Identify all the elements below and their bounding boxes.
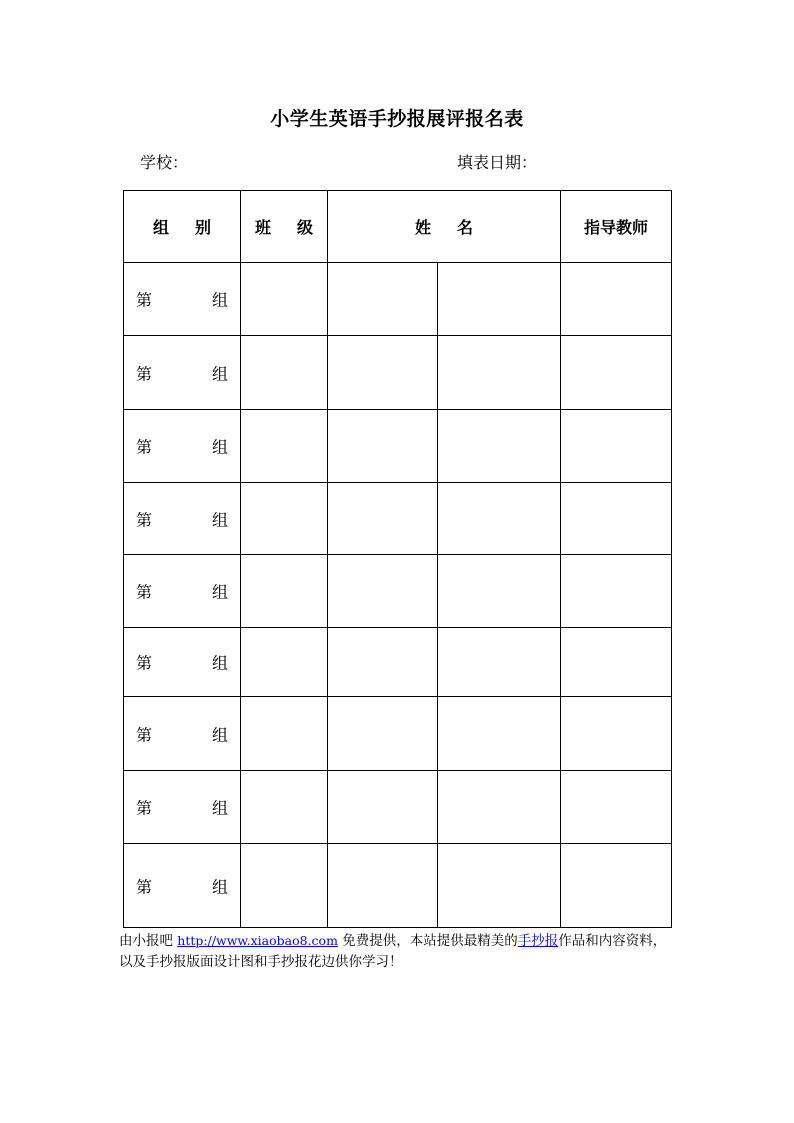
member-cell-2[interactable]: [438, 483, 561, 555]
site-url-link[interactable]: http://www.xiaobao8.com: [177, 933, 338, 948]
group-suffix: 组: [211, 364, 228, 383]
header-class: 班 级: [241, 191, 328, 263]
group-prefix: 第: [136, 798, 153, 818]
member-cell-2[interactable]: [438, 555, 561, 628]
group-suffix: 组: [211, 582, 228, 602]
group-prefix: 第: [136, 725, 153, 744]
class-cell[interactable]: [241, 336, 328, 410]
page-title: 小学生英语手抄报展评报名表: [270, 108, 524, 130]
header-teacher: 指导教师: [561, 191, 672, 263]
group-prefix: 第: [136, 437, 153, 457]
group-suffix: 组: [211, 653, 228, 673]
header-row: [124, 191, 672, 263]
teacher-cell[interactable]: [561, 771, 672, 844]
group-cell: [124, 483, 241, 555]
group-cell: [124, 263, 241, 336]
member-cell-1[interactable]: [328, 771, 438, 844]
class-cell[interactable]: [241, 483, 328, 555]
group-suffix: 组: [211, 510, 228, 529]
member-cell-1[interactable]: [328, 263, 438, 336]
group-cell: [124, 697, 241, 771]
table-row: [124, 771, 672, 844]
member-cell-1[interactable]: [328, 555, 438, 628]
member-cell-1[interactable]: [328, 844, 438, 928]
member-cell-1[interactable]: [328, 410, 438, 483]
header-group: 组 别: [124, 191, 241, 263]
date-label: 填表日期：: [457, 153, 538, 172]
group-prefix: 第: [136, 364, 153, 383]
teacher-cell[interactable]: [561, 410, 672, 483]
group-cell: [124, 555, 241, 628]
member-cell-1[interactable]: [328, 336, 438, 410]
class-cell[interactable]: [241, 410, 328, 483]
group-suffix: 组: [211, 798, 228, 818]
group-prefix: 第: [136, 653, 153, 673]
class-cell[interactable]: [241, 771, 328, 844]
member-cell-2[interactable]: [438, 628, 561, 697]
school-label: 学校：: [140, 153, 189, 172]
teacher-cell[interactable]: [561, 628, 672, 697]
group-prefix: 第: [136, 877, 153, 896]
table-row: [124, 628, 672, 697]
group-suffix: 组: [211, 437, 228, 457]
class-cell[interactable]: [241, 263, 328, 336]
group-prefix: 第: [136, 290, 153, 310]
footer-note: 由小报吧 http://www.xiaobao8.com 免费提供，本站提供最精美的手抄报作品和内容资料， 以及手抄报版面设计图和手抄报花边供你学习！: [119, 933, 667, 970]
member-cell-2[interactable]: [438, 410, 561, 483]
member-cell-2[interactable]: [438, 263, 561, 336]
class-cell[interactable]: [241, 628, 328, 697]
group-cell: [124, 628, 241, 697]
table-row: [124, 555, 672, 628]
handcopy-link[interactable]: 手抄报: [517, 933, 559, 949]
group-prefix: 第: [136, 510, 153, 529]
teacher-cell[interactable]: [561, 336, 672, 410]
class-cell[interactable]: [241, 844, 328, 928]
class-cell[interactable]: [241, 697, 328, 771]
member-cell-2[interactable]: [438, 771, 561, 844]
table-row: [124, 263, 672, 336]
member-cell-1[interactable]: [328, 483, 438, 555]
registration-table: [123, 190, 672, 928]
group-cell: [124, 844, 241, 928]
member-cell-2[interactable]: [438, 697, 561, 771]
group-cell: [124, 771, 241, 844]
member-cell-1[interactable]: [328, 697, 438, 771]
group-cell: [124, 336, 241, 410]
table-row: [124, 844, 672, 928]
member-cell-1[interactable]: [328, 628, 438, 697]
table-row: [124, 410, 672, 483]
class-cell[interactable]: [241, 555, 328, 628]
teacher-cell[interactable]: [561, 483, 672, 555]
group-prefix: 第: [136, 582, 153, 602]
member-cell-2[interactable]: [438, 844, 561, 928]
group-suffix: 组: [211, 290, 228, 310]
teacher-cell[interactable]: [561, 263, 672, 336]
table-row: [124, 336, 672, 410]
group-suffix: 组: [211, 877, 228, 896]
member-cell-2[interactable]: [438, 336, 561, 410]
table-row: [124, 483, 672, 555]
teacher-cell[interactable]: [561, 555, 672, 628]
header-name: 姓 名: [328, 191, 561, 263]
teacher-cell[interactable]: [561, 697, 672, 771]
teacher-cell[interactable]: [561, 844, 672, 928]
group-cell: [124, 410, 241, 483]
table-row: [124, 697, 672, 771]
group-suffix: 组: [211, 725, 228, 744]
